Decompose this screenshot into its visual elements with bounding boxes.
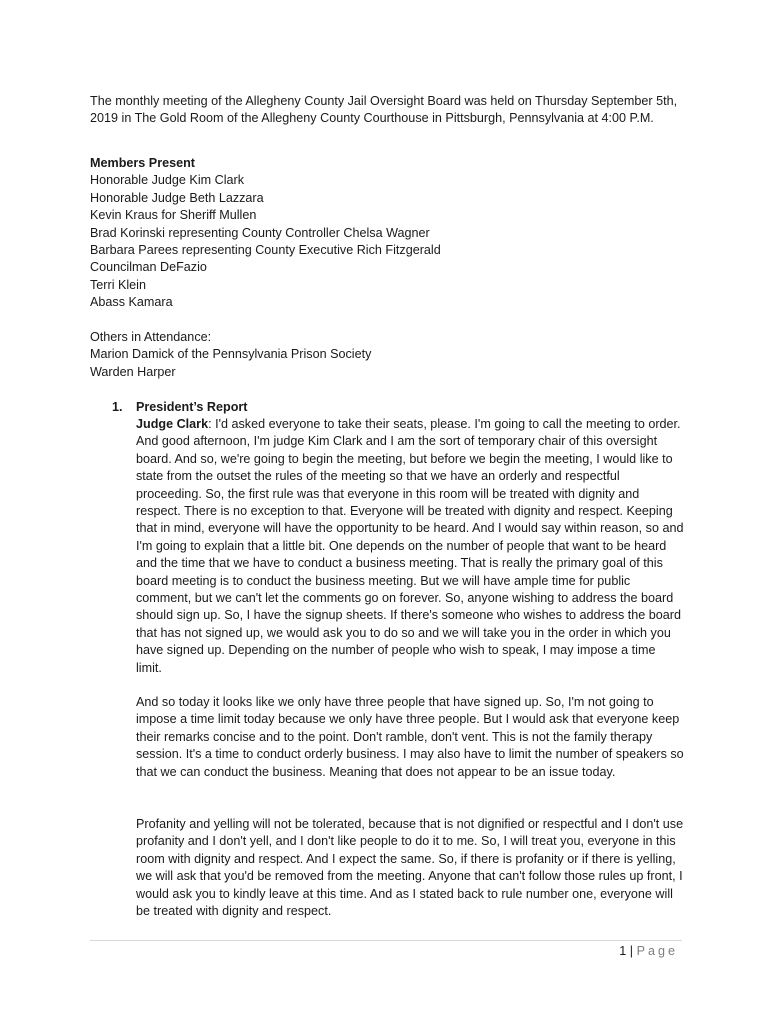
member-item: Terri Klein: [90, 277, 146, 292]
member-item: Councilman DeFazio: [90, 260, 207, 275]
member-item: Honorable Judge Kim Clark: [90, 173, 244, 188]
section-title: President’s Report: [136, 400, 248, 414]
meeting-intro: The monthly meeting of the Allegheny County Jail Oversight Board was held on Thursday September 5th, 2019 in The Gold Room of the Allegheny County Courthouse in Pittsburgh, Pennsylvania at 4:00 P.M.: [90, 94, 678, 126]
others-in-attendance-section: [90, 329, 690, 381]
member-item: Brad Korinski representing County Controller Chelsa Wagner: [90, 225, 430, 240]
others-heading: Others in Attendance:: [90, 330, 212, 344]
speaker-name: Judge Clark: [136, 417, 209, 431]
attendee-item: Marion Damick of the Pennsylvania Prison Society: [90, 347, 372, 362]
report-paragraph-1: [136, 416, 684, 677]
page-footer: [619, 943, 678, 960]
member-item: Honorable Judge Beth Lazzara: [90, 190, 264, 205]
report-paragraph-3: Profanity and yelling will not be tolerated, because that is not dignified or respectful and I don't use profanity and I don't yell, and I don't like people to do it to me. So, I will treat you, everyone in this room with dignity and respect. And I expect the same. So, if there is profanity or if there is yelling, we will ask that you'd be removed from the meeting. Anyone that can't follow those rules up front, I would ask you to kindly leave at this time. And as I stated back to rule number one, everyone will be treated with dignity and respect.: [136, 817, 684, 919]
footer-separator: |: [629, 944, 634, 958]
attendee-item: Warden Harper: [90, 364, 176, 379]
members-present-heading: Members Present: [90, 156, 195, 170]
member-item: Abass Kamara: [90, 295, 173, 310]
section-number: 1.: [112, 400, 123, 414]
report-paragraph-2: And so today it looks like we only have three people that have signed up. So, I'm not going to impose a time limit today because we only have three people. But I would ask that everyone keep their remarks concise and to the point. Don't ramble, don't vent. This is not the family therapy session. It's a time to conduct orderly business. I may also have to limit the number of speakers so that we can conduct the business. Meaning that does not appear to be an issue today.: [136, 695, 684, 779]
members-present-section: [90, 155, 690, 312]
page-number: 1: [619, 944, 627, 958]
paragraph-text: : I'd asked everyone to take their seats, please. I'm going to call the meeting to order. And good afternoon, I'm judge Kim Clark and I am the sort of temporary chair of this oversight board. And so, we're going to begin the meeting, but before we begin the meeting, I would like to state from the outset the rules of the meeting so that we have an orderly and respectful proceeding. So, the first rule was that everyone in this room will be treated with dignity and respect. There is no exception to that. Everyone will be treated with dignity and respect. Keeping that in mind, everyone will have the opportunity to be heard. And I would say within reason, so and I'm going to explain that a little bit. One depends on the number of people that want to be heard and the time that we have to conduct a business meeting. That is really the primary goal of this board meeting is to conduct the business meeting. But we will have ample time for public comment, but we can't let the comments go on forever. So, anyone wishing to address the board should sign up. So, I have the signup sheets. If there's someone who wishes to address the board that has not signed up, we would ask you to do so and we will take you in the order in which you have signed up. Depending on the number of people who wish to speak, I may impose a time limit.: [136, 417, 684, 675]
member-item: Kevin Kraus for Sheriff Mullen: [90, 208, 257, 223]
member-item: Barbara Parees representing County Executive Rich Fitzgerald: [90, 243, 441, 258]
footer-divider: [90, 940, 682, 941]
page-label: Page: [636, 944, 678, 958]
